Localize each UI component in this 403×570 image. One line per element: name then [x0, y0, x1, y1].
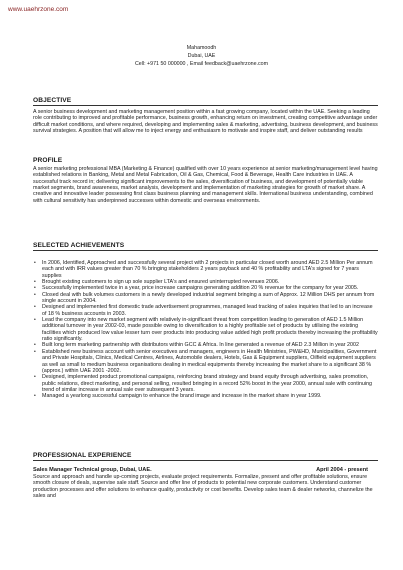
bullet-icon: •: [34, 393, 36, 400]
job-description: Source and approach and handle up-coming projects, evaluate project requirements. Formalize, present and offer profitable solutions, ensure smooth closure of deals, supervise sale staff. Source and offer line of products to potential new corporate customers. Understand customer production processes and offer solutions to enhance quality, productivity or cost benefits. Develop sales team & dealer networks, channelize the sales and: [33, 474, 373, 500]
achievement-text: Designed, implemented product promotional campaigns, reinforcing brand strategy and brand equity through advertising, sales promotion, public relations, direct marketing, and personal selling, resulted bringing in a record 52% boost in the year 2000, annual sale with continuing trend of similar increase in annual sale over subsequent 3 years.: [42, 374, 373, 393]
bullet-icon: •: [34, 279, 36, 286]
experience-heading: PROFESSIONAL EXPERIENCE: [33, 452, 132, 459]
achievement-text: Managed a yearlong successful campaign to enhance the brand image and increase in the market share in year 1999.: [42, 393, 322, 400]
achievements-list: [33, 260, 378, 400]
bullet-icon: •: [34, 374, 36, 381]
profile-heading: PROFILE: [33, 157, 63, 164]
candidate-contact: Cell: +971 50 000000 , Email feedback@uaehrzone.com: [134, 61, 269, 67]
achievement-text: Closed deal with bulk volumes customers in a newly developed industrial segment bringing a sum of Approx. 12 Million DHS per annum from single account in 2004.: [42, 291, 375, 305]
achievements-section: [33, 242, 378, 400]
list-item: [33, 349, 378, 374]
candidate-location: Dubai, UAE: [187, 53, 216, 59]
job-title: Sales Manager Technical group, Dubai, UAE.: [33, 467, 152, 473]
bullet-icon: •: [34, 285, 36, 292]
job-header: [33, 467, 378, 474]
list-item: [33, 304, 378, 317]
experience-rule: [33, 460, 378, 461]
bullet-icon: •: [34, 348, 36, 355]
bullet-icon: •: [34, 317, 36, 324]
achievement-text: Lead the company into new market segment with relatively in-significant threat from competition leading to generation of AED 1.5 Million additional turnover in year 2002-03, made possible owing to diversification to a highly profitable set of products by utilising the existing facilities which produced low value lesser turn over products into producing value added high profit products thereby increasing the profitability ratio significantly.: [42, 317, 378, 343]
candidate-name: Mahamoodh: [186, 45, 217, 51]
achievement-text: In 2006, Identified, Approached and successfully several project with 2 projects in particular closed worth around AED 2.5 Million Per annum each and with IRR values greater than 70 % bringing stakeholders 2 years payback and 40 % profitability and LTA's signed for 7 years supplies: [42, 260, 373, 279]
list-item: [33, 317, 378, 342]
bullet-icon: •: [34, 342, 36, 349]
objective-section: [33, 97, 378, 134]
achievement-text: Designed and implemented first domestic trade advertisement programmes, managed lead tracking of sales inquiries that led to an increase of 18 % business accounts in 2003.: [42, 304, 373, 317]
bullet-icon: •: [34, 304, 36, 311]
profile-section: [33, 157, 378, 204]
achievement-text: Brought existing customers to sign up sole supplier LTA's and ensured uninterrupted revenues 2006.: [42, 279, 280, 286]
job-dates: April 2004 - present: [316, 467, 368, 473]
achievement-text: Successfully implemented twice in a year, price increase campaigns generating addition 20 % revenue for the company for year 2005.: [42, 285, 359, 292]
experience-section: [33, 452, 378, 499]
achievement-text: Built long term marketing partnership with distributors within GCC & Africa. In line generated a revenue of AED 2.3 Million in year 2002: [42, 342, 359, 349]
site-url[interactable]: www.uaehrzone.com: [8, 6, 69, 13]
achievement-text: Established new business account with senior executives and managers, engineers in Health Ministries, PW&HD, Municipalities, Government and Private Hospitals, Clinics, Medical Centres, Airlines, Automobile dealers, Hotels, Gas & Equipment suppliers, Oilfield equipment suppliers as well as small to medium business organisations dealing in medical equipments thereby increasing the market share to a significant 38 % (approx.) within UAE 2001 -2002.: [42, 348, 377, 374]
profile-text: A senior marketing professional MBA (Marketing & Finance) qualified with over 10 years experience at senior marketing/management level having established relations in Banking, Metal and Metal Fabrication, Oil & Gas, Chemical, Food & Beverage, Health Care industries in UAE. A successful track record in; delivering significant improvements to the sales, diversification of business, and development of potentially viable market segments, brand awareness, market analysis, development and implementation of marketing strategies for growth of market share. A creative and innovative leader possessing first class business planning and management skills. International business understanding, combined with cultural sensitivity has underpinned successes within domestic and overseas environments.: [33, 166, 378, 204]
list-item: [33, 292, 378, 305]
bullet-icon: •: [34, 291, 36, 298]
list-item: [33, 260, 378, 279]
objective-text: A senior business development and marketing management position within a fast growing company, located within the UAE. Seeking a leading role contributing to improved and profitable performance, business growth, enhancing return on investment, creating competitive advantage under difficult market conditions, and where required, developing and implementing sales & marketing, advertising, business development, and business survival strategies. A position that will allow me to inject energy and enthusiasm to motivate and inspire staff, and deliver outstanding results: [33, 109, 378, 135]
list-item: [33, 374, 378, 393]
achievements-rule: [33, 250, 378, 251]
achievements-heading: SELECTED ACHIEVEMENTS: [33, 242, 125, 249]
objective-heading: OBJECTIVE: [33, 97, 72, 104]
bullet-icon: •: [34, 260, 36, 266]
list-item: [33, 393, 378, 399]
objective-rule: [33, 105, 378, 106]
